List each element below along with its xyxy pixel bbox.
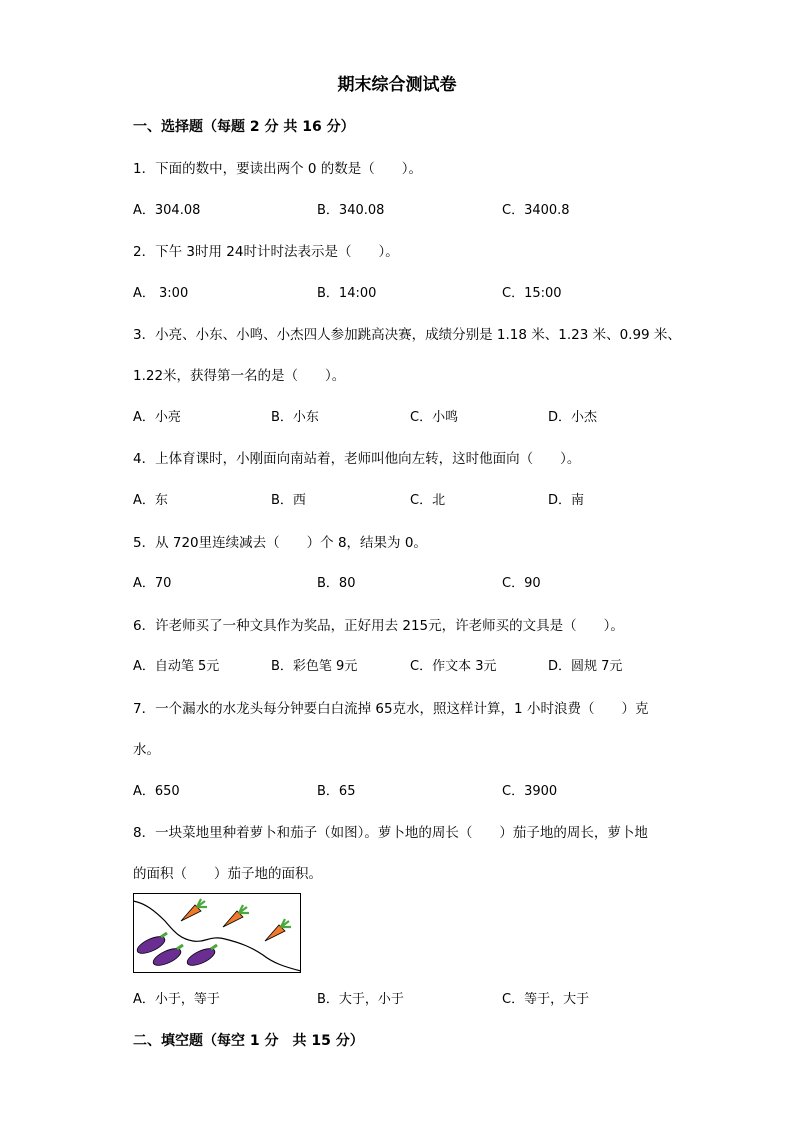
- option-5c: C．90: [502, 576, 541, 591]
- question-3-cont: 1.22米，获得第一名的是（ ）。: [133, 368, 346, 384]
- option-5a: A．70: [133, 576, 172, 591]
- option-7b: B．65: [317, 784, 356, 799]
- option-6a: A．自动笔 5元: [133, 659, 220, 674]
- option-6b: B．彩色笔 9元: [271, 659, 358, 674]
- question-8-cont: 的面积（ ）茄子地的面积。: [133, 866, 322, 882]
- option-5b: B．80: [317, 576, 356, 591]
- option-1b: B．340.08: [317, 203, 385, 218]
- page-title: 期末综合测试卷: [337, 75, 457, 95]
- option-2a: A． 3:00: [133, 286, 189, 301]
- option-3a: A．小亮: [133, 410, 181, 425]
- question-4: 4．上体育课时，小刚面向南站着，老师叫他向左转，这时他面向（ ）。: [133, 451, 581, 467]
- question-2: 2．下午 3时用 24时计时法表示是（ ）。: [133, 244, 399, 260]
- option-2b: B．14:00: [317, 286, 377, 301]
- option-7c: C．3900: [502, 784, 558, 799]
- option-4c: C．北: [410, 493, 446, 508]
- option-6d: D．圆规 7元: [548, 659, 623, 674]
- option-8c: C．等于，大于: [502, 992, 590, 1007]
- question-7-cont: 水。: [133, 742, 160, 758]
- option-3b: B．小东: [271, 410, 319, 425]
- option-1a: A．304.08: [133, 203, 201, 218]
- vegetable-plot-figure: [133, 893, 301, 973]
- question-8: 8．一块菜地里种着萝卜和茄子（如图）。萝卜地的周长（ ）茄子地的周长，萝卜地: [133, 825, 648, 841]
- section-heading-fill: 二、填空题（每空 1 分 共 15 分）: [133, 1033, 364, 1049]
- option-6c: C．作文本 3元: [410, 659, 497, 674]
- question-3: 3．小亮、小东、小鸣、小杰四人参加跳高决赛，成绩分别是 1.18 米、1.23 米、0.99 米、: [133, 327, 681, 343]
- question-7: 7．一个漏水的水龙头每分钟要白白流掉 65克水，照这样计算，1 小时浪费（ ）克: [133, 701, 649, 717]
- option-3c: C．小鸣: [410, 410, 459, 425]
- question-5: 5．从 720里连续减去（ ）个 8，结果为 0。: [133, 535, 427, 551]
- option-7a: A．650: [133, 784, 180, 799]
- option-2c: C．15:00: [502, 286, 562, 301]
- option-4d: D．南: [548, 493, 585, 508]
- question-1: 1．下面的数中，要读出两个 0 的数是（ ）。: [133, 161, 423, 177]
- option-4a: A．东: [133, 493, 168, 508]
- option-8b: B．大于，小于: [317, 992, 404, 1007]
- option-3d: D．小杰: [548, 410, 598, 425]
- section-heading-choice: 一、选择题（每题 2 分 共 16 分）: [133, 119, 355, 135]
- option-1c: C．3400.8: [502, 203, 570, 218]
- option-4b: B．西: [271, 493, 306, 508]
- question-6: 6．许老师买了一种文具作为奖品，正好用去 215元，许老师买的文具是（ ）。: [133, 618, 624, 634]
- option-8a: A．小于，等于: [133, 992, 220, 1007]
